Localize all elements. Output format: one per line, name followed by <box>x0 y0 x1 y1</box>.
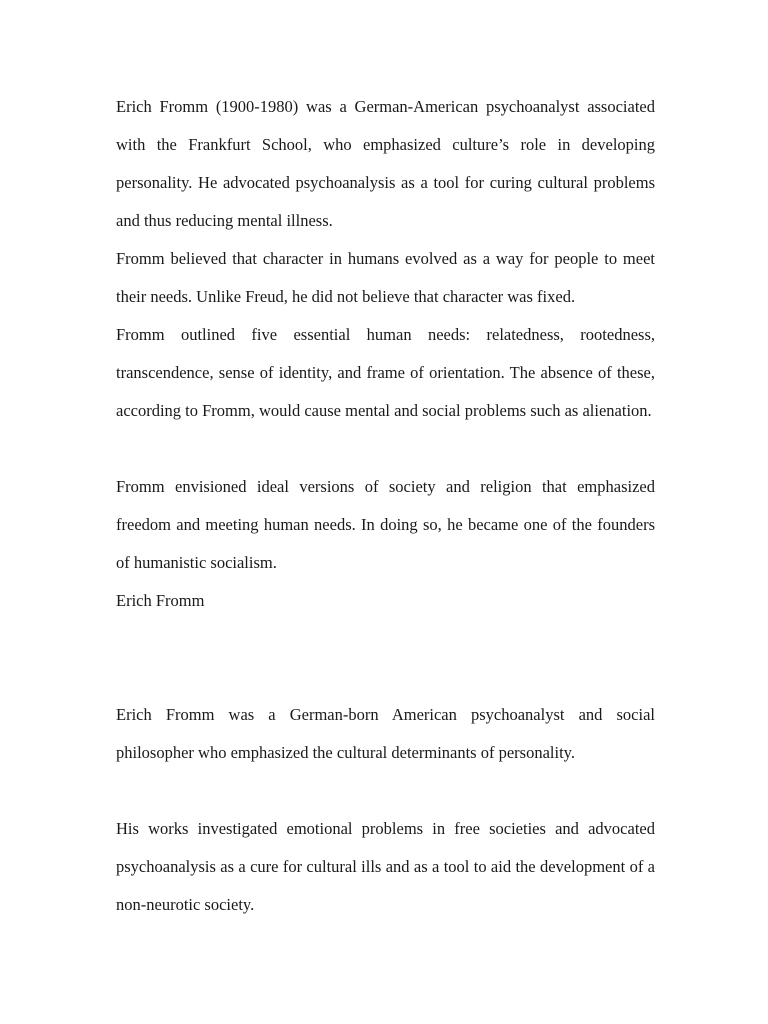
paragraph-german-born: Erich Fromm was a German-born American psychoanalyst and social philosopher who emphasized the cultural determinants of personality. <box>116 705 655 762</box>
paragraph-works: His works investigated emotional problems in free societies and advocated psychoanalysis as a cure for cultural ills and as a tool to aid the development of a non-neurotic society. <box>116 819 655 914</box>
paragraph-character: Fromm believed that character in humans evolved as a way for people to meet their needs. Unlike Freud, he did not believe that character was fixed. <box>116 249 655 306</box>
paragraph-human-needs: Fromm outlined five essential human needs: relatedness, rootedness, transcendence, sense of identity, and frame of orientation. The absence of these, according to Fromm, would cause mental and social problems such as alienation. <box>116 325 655 420</box>
paragraph-ideal-society: Fromm envisioned ideal versions of society and religion that emphasized freedom and meeting human needs. In doing so, he became one of the founders of humanistic socialism. <box>116 477 655 572</box>
heading-erich-fromm: Erich Fromm <box>116 591 205 610</box>
paragraph-fromm-intro: Erich Fromm (1900-1980) was a German-American psychoanalyst associated with the Frankfurt School, who emphasized culture’s role in developing personality. He advocated psychoanalysis as a tool for curing cultural problems and thus reducing mental illness. <box>116 97 655 230</box>
